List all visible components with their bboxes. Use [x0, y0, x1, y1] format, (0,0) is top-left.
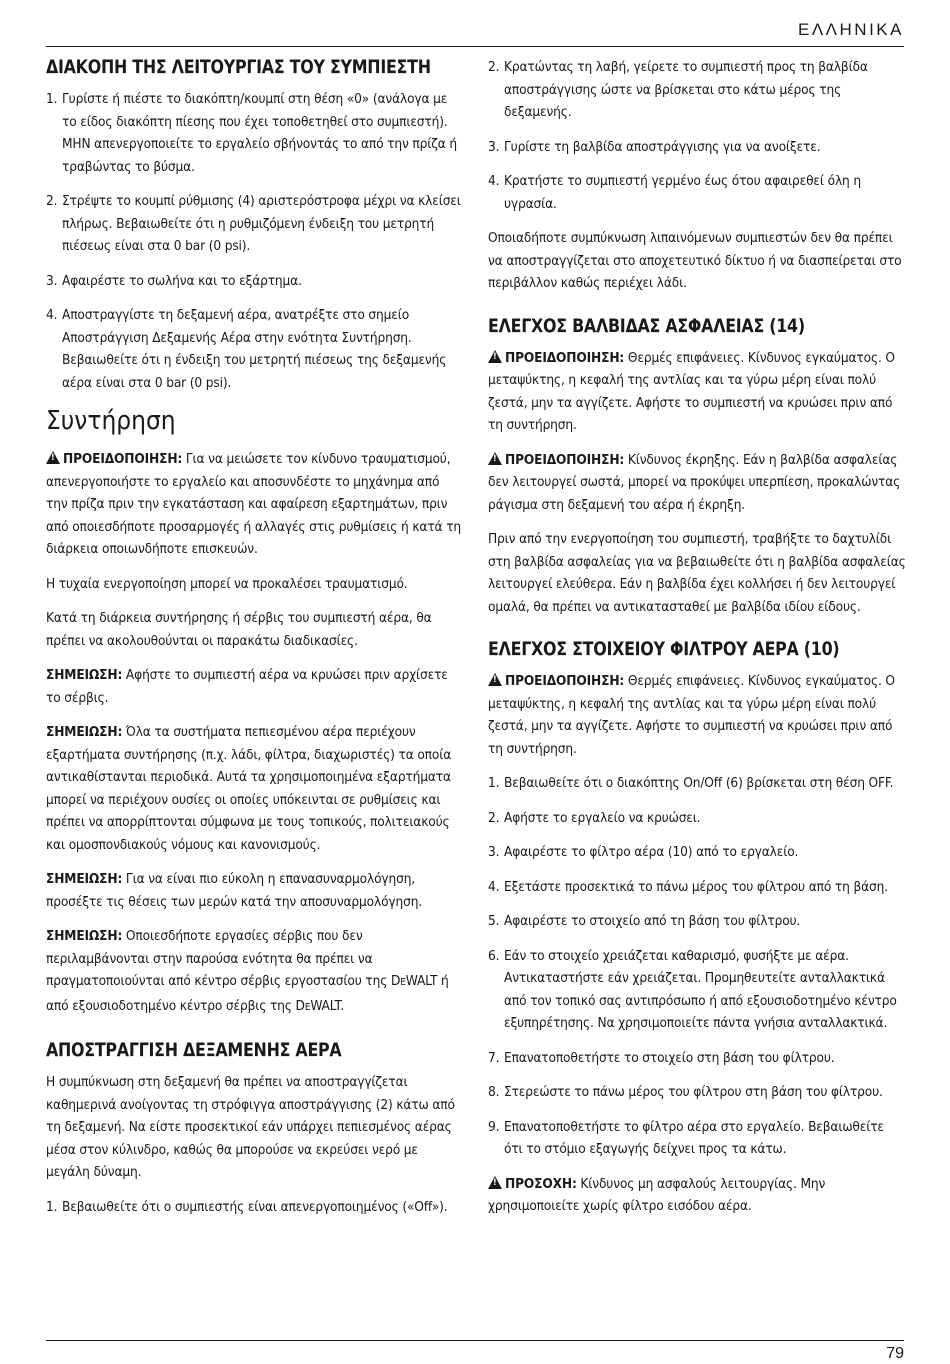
list-item: 4. Εξετάστε προσεκτικά το πάνω μέρος του φίλτρου από τη βάση. [488, 878, 888, 895]
paragraph: Η συμπύκνωση στη δεξαμενή θα πρέπει να αποστραγγίζεται καθημερινά ανοίγοντας τη στρόφιγγα αποστράγγισης (2) κάτω από τη δεξαμενή. Να είστε προσεκτικοί εάν υπάρχει πεπιεσμένος αέρας μέσα στον κύλινδρο, καθώς θα μπορούσε να εκρεύσει νερό με μεγάλη δύναμη. [46, 1074, 455, 1180]
list-item: 9. Επανατοποθετήστε το φίλτρο αέρα στο εργαλείο. Βεβαιωθείτε ότι το στόμιο εξαγωγής δείχνει προς τα κάτω. [488, 1118, 884, 1157]
list-item: 3. Αφαιρέστε το φίλτρο αέρα (10) από το εργαλείο. [488, 844, 799, 860]
list-item: 8. Στερεώστε το πάνω μέρος του φίλτρου στη βάση του φίλτρου. [488, 1084, 883, 1100]
warning-icon [488, 673, 502, 686]
list-item: 4. Κρατήστε το συμπιεστή γερμένο έως ότου αφαιρεθεί όλη η υγρασία. [488, 173, 861, 212]
warning-icon [488, 452, 502, 465]
list-item: 2. Αφήστε το εργαλείο να κρυώσει. [488, 809, 701, 826]
list-item: 3. Αφαιρέστε το σωλήνα και το εξάρτημα. [46, 272, 302, 289]
paragraph: Κατά τη διάρκεια συντήρησης ή σέρβις του συμπιεστή αέρα, θα πρέπει να ακολουθούνται οι παρακάτω διαδικασίες. [46, 610, 432, 649]
caution-paragraph: !ΠΡΟΣΟΧΗ: Κίνδυνος μη ασφαλούς λειτουργίας. Μην χρησιμοποιείτε χωρίς φίλτρο εισόδου αέρα. [488, 1173, 906, 1218]
list-item: 3. Γυρίστε τη βαλβίδα αποστράγγισης για να ανοίξετε. [488, 138, 821, 155]
list-item: 1. Βεβαιωθείτε ότι ο διακόπτης On/Off (6) βρίσκεται στη θέση OFF. [488, 775, 894, 791]
note-paragraph: ΣΗΜΕΙΩΣΗ: Όλα τα συστήματα πεπιεσμένου αέρα περιέχουν εξαρτήματα συντήρησης (π.χ. λάδι, φίλτρα, διαχωριστές) τα οποία αντικαθίστανται περιοδικά. Αυτά τα χρησιμοποιημένα εξαρτήματα μπορεί να περιέχουν ουσίες οι οποίες υπόκεινται σε ρυθμίσεις και πρέπει να απορρίπτονται σύμφωνα με τους τοπικούς, πολιτειακούς και ομοσπονδιακούς νόμους και κανονισμούς. [46, 724, 452, 853]
paragraph: Η τυχαία ενεργοποίηση μπορεί να προκαλέσει τραυματισμό. [46, 575, 408, 592]
warning-icon [488, 350, 502, 363]
warning-icon [488, 1176, 502, 1189]
section-title-drain: ΑΠΟΣΤΡΑΓΓΙΣΗ ΔΕΞΑΜΕΝΗΣ ΑΕΡΑ [46, 1039, 342, 1061]
left-column [46, 56, 464, 1230]
warning-paragraph: !ΠΡΟΕΙΔΟΠΟΙΗΣΗ: Κίνδυνος έκρηξης. Εάν η βαλβίδα ασφαλείας δεν λειτουργεί σωστά, μπορεί να προκύψει υπερπίεση, προκαλώντας ράγισμα στη δεξαμενή του αέρα ή έκρηξη. [488, 449, 906, 517]
section-title-stop: ΔΙΑΚΟΠΗ ΤΗΣ ΛΕΙΤΟΥΡΓΙΑΣ ΤΟΥ ΣΥΜΠΙΕΣΤΗ [46, 56, 431, 78]
warning-paragraph: !ΠΡΟΕΙΔΟΠΟΙΗΣΗ: Θερμές επιφάνειες. Κίνδυνος εγκαύματος. Ο μεταψύκτης, η κεφαλή της αντλίας και τα γύρω μέρη είναι πολύ ζεστά, μην τα αγγίζετε. Αφήστε το συμπιεστή να κρυώσει πριν από τη συντήρηση. [488, 670, 906, 760]
language-label: ΕΛΛΗΝΙΚΑ [797, 20, 904, 39]
note-paragraph: ΣΗΜΕΙΩΣΗ: Αφήστε το συμπιεστή αέρα να κρυώσει πριν αρχίσετε το σέρβις. [46, 667, 448, 706]
list-item: 6. Εάν το στοιχείο χρειάζεται καθαρισμό, φυσήξτε με αέρα. Αντικαταστήστε εάν χρειάζεται. Προμηθευτείτε ανταλλακτικά από τον τοπικό σας αντιπρόσωπο ή από εξουσιοδοτημένο κέντρο εξυπηρέτησης. Να χρησιμοποιείτε πάντα γνήσια ανταλλακτικά. [488, 947, 897, 1031]
section-title-safety-valve: ΕΛΕΓΧΟΣ ΒΑΛΒΙΔΑΣ ΑΣΦΑΛΕΙΑΣ (14) [488, 314, 805, 337]
note-paragraph: ΣΗΜΕΙΩΣΗ: Οποιεσδήποτε εργασίες σέρβις που δεν περιλαμβάνονται στην παρούσα ενότητα θα πρέπει να πραγματοποιούνται από κέντρο σέρβις εργοστασίου της DEWALT ή από εξουσιοδοτημένο κέντρο σέρβις της DEWALT. [46, 928, 449, 1014]
list-item: 7. Επανατοποθετήστε το στοιχείο στη βάση του φίλτρου. [488, 1049, 835, 1066]
page-header [46, 18, 904, 47]
warning-icon [46, 451, 60, 464]
list-item: 2. Στρέψτε το κουμπί ρύθμισης (4) αριστερόστροφα μέχρι να κλείσει πλήρως. Βεβαιωθείτε ότι η ρυθμιζόμενη ένδειξη του μετρητή πιέσεως είναι στα 0 bar (0 psi). [46, 193, 461, 254]
page-footer [46, 1340, 904, 1362]
page-number: 79 [886, 1345, 904, 1362]
list-item: 2. Κρατώντας τη λαβή, γείρετε το συμπιεστή προς τη βαλβίδα αποστράγγισης ώστε να βρίσκεται στο κάτω μέρος της δεξαμενής. [488, 59, 868, 120]
list-item: 1. Βεβαιωθείτε ότι ο συμπιεστής είναι απενεργοποιημένος («Off»). [46, 1198, 448, 1215]
right-column [488, 56, 906, 1230]
warning-paragraph: !ΠΡΟΕΙΔΟΠΟΙΗΣΗ: Για να μειώσετε τον κίνδυνο τραυματισμού, απενεργοποιήστε το εργαλείο και αποσυνδέστε το μηχάνημα από την πρίζα πριν την εγκατάσταση και αφαίρεση εξαρτημάτων, πριν από οποιεσδήποτε προσαρμογές ή αλλαγές στις ρυθμίσεις ή κατά τη διάρκεια οποιωνδήποτε επισκευών. [46, 448, 464, 561]
paragraph: Οποιαδήποτε συμπύκνωση λιπαινόμενων συμπιεστών δεν θα πρέπει να αποστραγγίζεται στο αποχετευτικό δίκτυο ή να διασπείρεται στο περιβάλλον καθώς περιέχει λάδι. [488, 230, 902, 291]
section-title-maintenance: Συντήρηση [46, 406, 176, 436]
section-title-air-filter: ΕΛΕΓΧΟΣ ΣΤΟΙΧΕΙΟΥ ΦΙΛΤΡΟΥ ΑΕΡΑ (10) [488, 638, 840, 660]
warning-paragraph: !ΠΡΟΕΙΔΟΠΟΙΗΣΗ: Θερμές επιφάνειες. Κίνδυνος εγκαύματος. Ο μεταψύκτης, η κεφαλή της αντλίας και τα γύρω μέρη είναι πολύ ζεστά, μην τα αγγίζετε. Αφήστε το συμπιεστή να κρυώσει πριν από τη συντήρηση. [488, 347, 906, 437]
note-paragraph: ΣΗΜΕΙΩΣΗ: Για να είναι πιο εύκολη η επανασυναρμολόγηση, προσέξτε τις θέσεις των μερών κατά την αποσυναρμολόγηση. [46, 871, 423, 910]
list-item: 1. Γυρίστε ή πιέστε το διακόπτη/κουμπί στη θέση «0» (ανάλογα με το είδος διακόπτη πίεσης που έχει τοποθετηθεί στο συμπιεστή). ΜΗΝ απενεργοποιείτε το εργαλείο σβήνοντάς το από την πρίζα ή τραβώντας το βύσμα. [46, 91, 457, 175]
list-item: 5. Αφαιρέστε το στοιχείο από τη βάση του φίλτρου. [488, 913, 801, 929]
list-item: 4. Αποστραγγίστε τη δεξαμενή αέρα, ανατρέξτε στο σημείο Αποστράγγιση Δεξαμενής Αέρα στην ενότητα Συντήρηση. Βεβαιωθείτε ότι η ένδειξη του μετρητή πιέσεως της δεξαμενής αέρα είναι στα 0 bar (0 psi). [46, 307, 447, 391]
paragraph: Πριν από την ενεργοποίηση του συμπιεστή, τραβήξτε το δαχτυλίδι στη βαλβίδα ασφαλείας για να βεβαιωθείτε ότι η βαλβίδα ασφαλείας λειτουργεί ελεύθερα. Εάν η βαλβίδα έχει κολλήσει ή δεν λειτουργεί ομαλά, θα πρέπει να αντικατασταθεί με βαλβίδα ιδίου είδους. [488, 531, 906, 615]
